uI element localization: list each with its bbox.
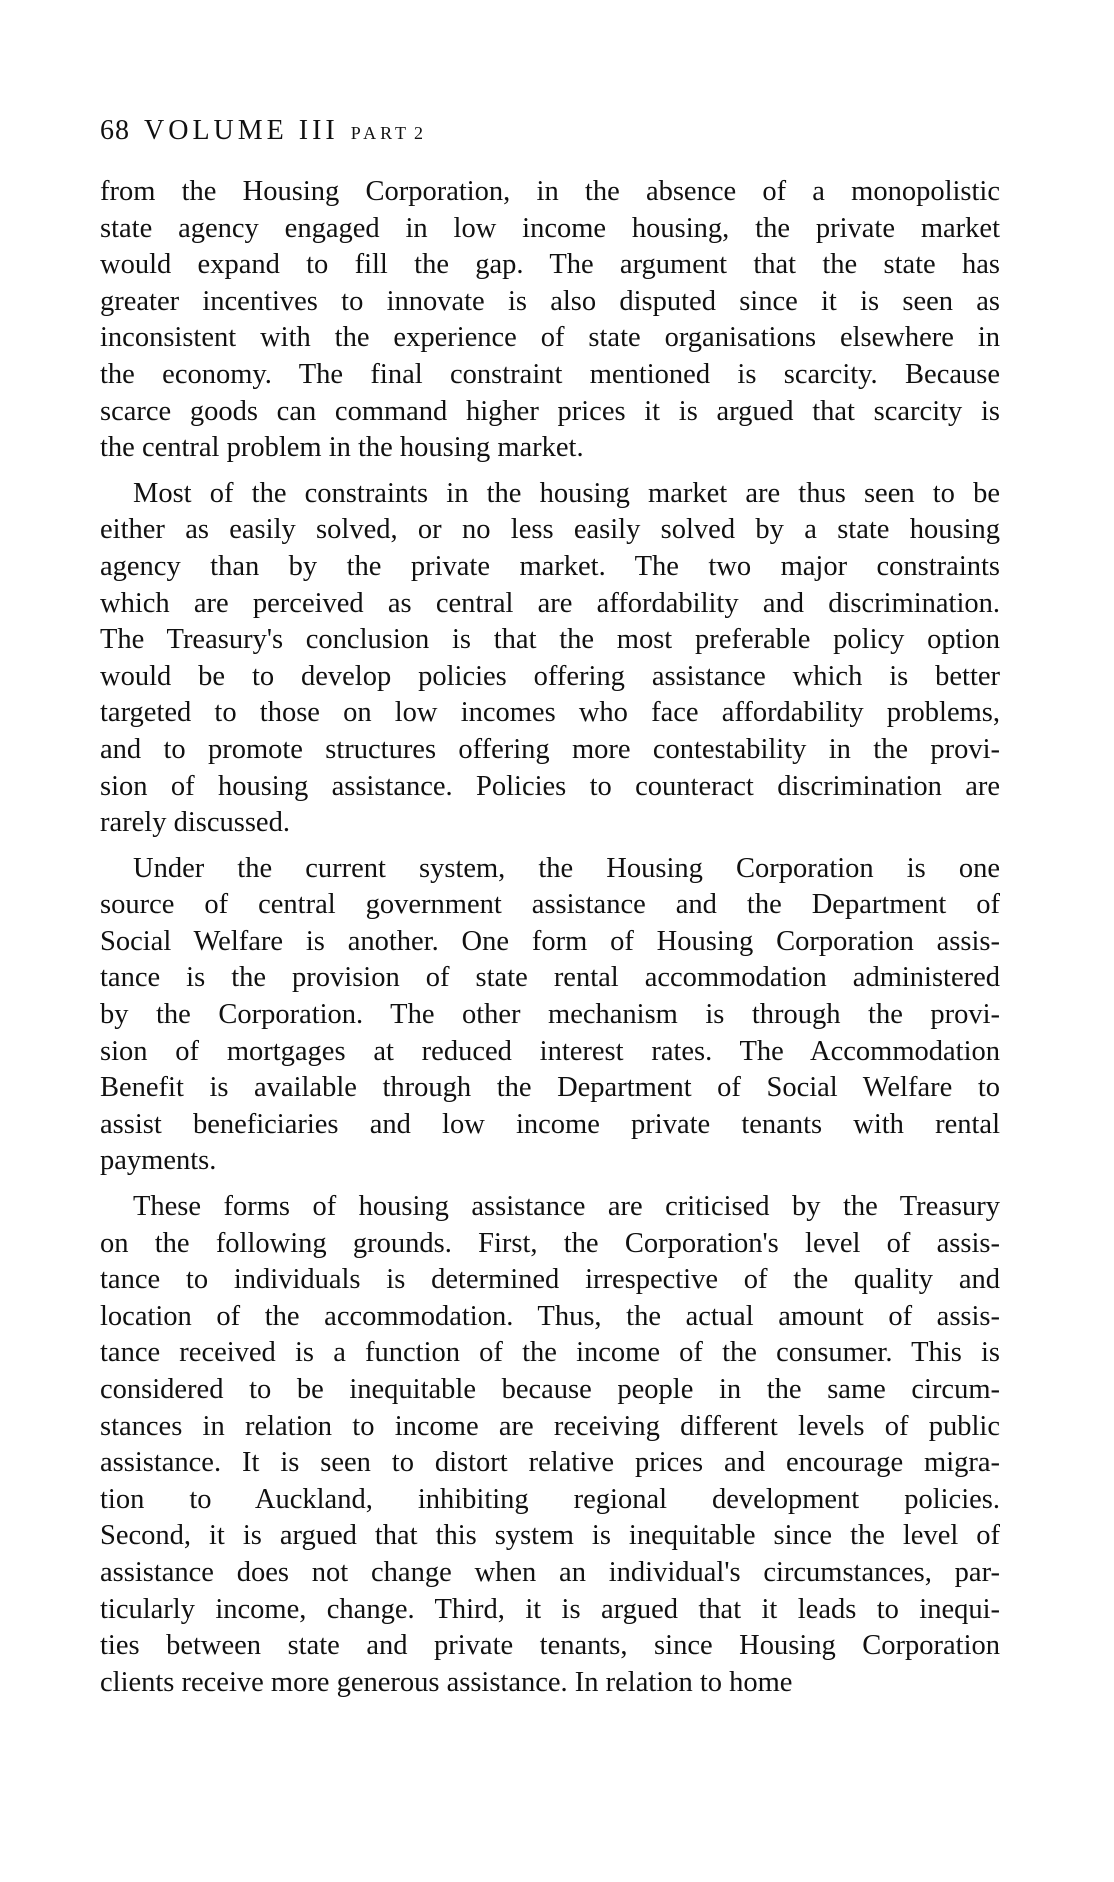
text-line: assist beneficiaries and low income private tenants with rental <box>100 1108 1000 1140</box>
paragraph <box>100 476 1000 842</box>
text-line: targeted to those on low incomes who face affordability problems, <box>100 697 1000 729</box>
text-line: from the Housing Corporation, in the absence of a monopolistic <box>100 176 1000 207</box>
running-header <box>100 115 427 147</box>
text-line: Under the current system, the Housing Corporation is one <box>133 852 1000 884</box>
text-line: ticularly income, change. Third, it is argued that it leads to inequi- <box>100 1593 1000 1625</box>
paragraph <box>100 851 1000 1180</box>
text-line: on the following grounds. First, the Corporation's level of assis- <box>100 1227 1000 1259</box>
part-label: PART <box>350 123 411 143</box>
text-line: source of central government assistance and the Department of <box>100 889 1000 921</box>
text-line: sion of housing assistance. Policies to counteract discrimination are <box>100 770 1000 802</box>
text-line: Most of the constraints in the housing market are thus seen to be <box>133 477 1000 509</box>
text-line: The Treasury's conclusion is that the most preferable policy option <box>100 624 1000 656</box>
text-line: location of the accommodation. Thus, the actual amount of assis- <box>100 1300 1000 1332</box>
text-line: agency than by the private market. The two major constraints <box>100 550 1000 582</box>
volume-label: VOLUME III <box>144 115 339 146</box>
text-line: ties between state and private tenants, since Housing Corporation <box>100 1630 1000 1662</box>
body-text <box>100 174 1000 1701</box>
text-line: state agency engaged in low income housing, the private market <box>100 212 1000 244</box>
paragraph <box>100 174 1000 467</box>
text-line: These forms of housing assistance are criticised by the Treasury <box>133 1191 1000 1223</box>
text-line: rarely discussed. <box>100 807 290 839</box>
text-line: assistance does not change when an individual's circumstances, par- <box>100 1556 1000 1588</box>
text-line: tance is the provision of state rental accommodation administered <box>100 962 1000 994</box>
text-line: inconsistent with the experience of state organisations elsewhere in <box>100 322 1000 354</box>
text-line: and to promote structures offering more contestability in the provi- <box>100 733 1000 765</box>
text-line: sion of mortgages at reduced interest rates. The Accommodation <box>100 1035 1000 1067</box>
text-line: scarce goods can command higher prices it is argued that scarcity is <box>100 395 1000 427</box>
text-line: which are perceived as central are affordability and discrimination. <box>100 587 1000 619</box>
paragraph <box>100 1189 1000 1701</box>
paragraph-gap <box>100 467 1000 476</box>
text-line: payments. <box>100 1145 217 1177</box>
text-line: assistance. It is seen to distort relative prices and encourage migra- <box>100 1447 1000 1479</box>
text-line: stances in relation to income are receiving different levels of public <box>100 1410 1000 1442</box>
text-line: Benefit is available through the Department of Social Welfare to <box>100 1072 1000 1104</box>
paragraph-gap <box>100 842 1000 851</box>
text-line: considered to be inequitable because people in the same circum- <box>100 1374 1000 1405</box>
text-line: tance received is a function of the income of the consumer. This is <box>100 1337 1000 1369</box>
text-line: by the Corporation. The other mechanism is through the provi- <box>100 999 1000 1031</box>
text-line: tance to individuals is determined irrespective of the quality and <box>100 1264 1000 1296</box>
paragraph-gap <box>100 1180 1000 1189</box>
text-line: would expand to fill the gap. The argument that the state has <box>100 249 1000 281</box>
text-line: either as easily solved, or no less easily solved by a state housing <box>100 514 1000 546</box>
text-line: the economy. The final constraint mentioned is scarcity. Because <box>100 358 1000 390</box>
text-line: Social Welfare is another. One form of Housing Corporation assis- <box>100 925 1000 957</box>
page-number: 68 <box>100 115 130 146</box>
part-number: 2 <box>414 123 428 143</box>
text-line: Second, it is argued that this system is inequitable since the level of <box>100 1520 1000 1552</box>
text-line: the central problem in the housing market. <box>100 432 584 464</box>
text-line: tion to Auckland, inhibiting regional development policies. <box>100 1483 1000 1515</box>
text-line: would be to develop policies offering assistance which is better <box>100 660 1000 692</box>
text-line: greater incentives to innovate is also disputed since it is seen as <box>100 285 1000 317</box>
text-line: clients receive more generous assistance. In relation to home <box>100 1666 793 1698</box>
